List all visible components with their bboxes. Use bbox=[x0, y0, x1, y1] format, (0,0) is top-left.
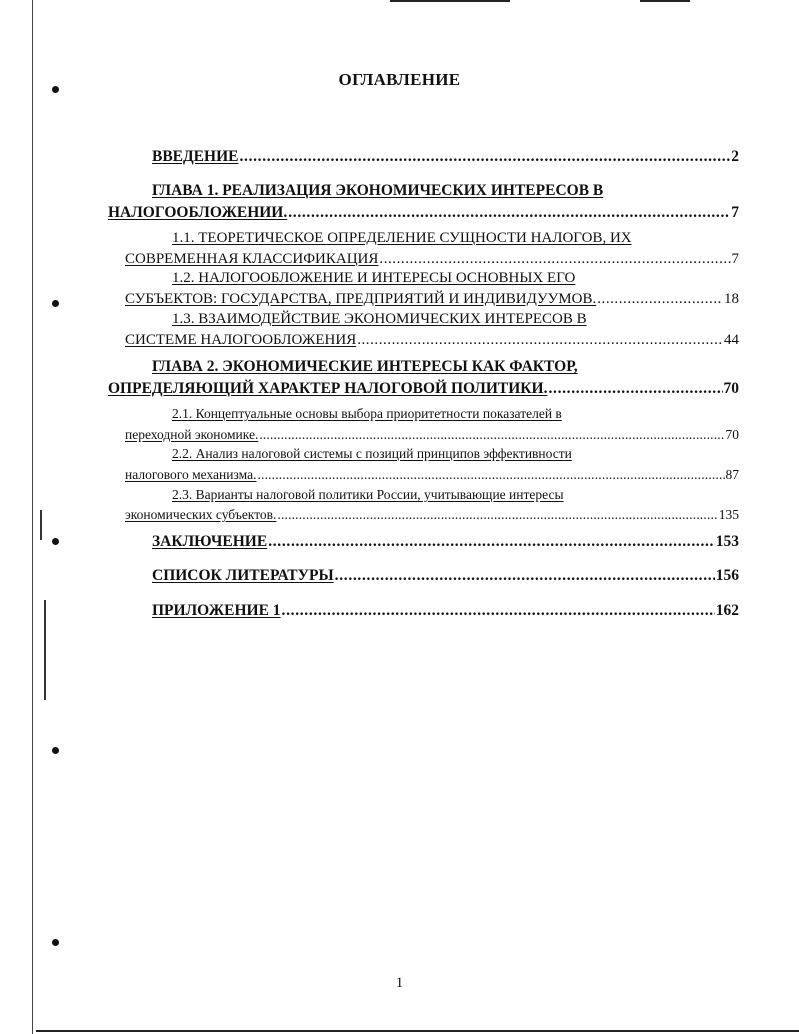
toc-entry-section-2-3[interactable] bbox=[125, 507, 739, 523]
leader-dots bbox=[335, 567, 715, 585]
toc-page-number: 70 bbox=[723, 380, 739, 397]
scan-mark bbox=[40, 510, 42, 540]
leader-dots bbox=[257, 467, 724, 483]
toc-entry-section-2-1[interactable] bbox=[125, 427, 739, 443]
toc-entry-label: СУБЪЕКТОВ: ГОСУДАРСТВА, ПРЕДПРИЯТИЙ И ИНДИВИДУУМОВ. bbox=[125, 291, 597, 307]
punch-hole-icon bbox=[52, 300, 59, 307]
leader-dots bbox=[277, 507, 717, 523]
toc-page-number: 7 bbox=[731, 204, 739, 221]
toc-entry-chapter1[interactable] bbox=[108, 204, 739, 222]
toc-entry-section-1-3[interactable] bbox=[125, 332, 739, 349]
leader-dots bbox=[259, 427, 724, 443]
toc-entry-label: ОПРЕДЕЛЯЮЩИЙ ХАРАКТЕР НАЛОГОВОЙ ПОЛИТИКИ. bbox=[108, 380, 548, 397]
toc-entry-label: 2.2. Анализ налоговой системы с позиций принципов эффективности bbox=[172, 446, 572, 461]
toc-entry-label: НАЛОГООБЛОЖЕНИИ. bbox=[108, 204, 288, 221]
toc-page-number: 162 bbox=[715, 602, 739, 619]
punch-hole-icon bbox=[52, 538, 59, 545]
toc-page-number: 2 bbox=[731, 148, 739, 165]
toc-section-1-3-line1[interactable] bbox=[172, 311, 587, 328]
punch-hole-icon bbox=[52, 747, 59, 754]
toc-page-number: 135 bbox=[718, 507, 739, 522]
page-title: ОГЛАВЛЕНИЕ bbox=[338, 70, 461, 89]
page-number: 1 bbox=[395, 975, 404, 991]
toc-entry-label: СИСТЕМЕ НАЛОГООБЛОЖЕНИЯ bbox=[125, 332, 357, 348]
page-bottom-edge bbox=[36, 1030, 799, 1032]
toc-entry-label: 2.1. Концептуальные основы выбора приоритетности показателей в bbox=[172, 406, 562, 421]
toc-entry-label: ГЛАВА 1. РЕАЛИЗАЦИЯ ЭКОНОМИЧЕСКИХ ИНТЕРЕСОВ В bbox=[152, 182, 604, 199]
toc-entry-label: СОВРЕМЕННАЯ КЛАССИФИКАЦИЯ bbox=[125, 251, 379, 267]
toc-entry-conclusion[interactable] bbox=[152, 533, 739, 551]
toc-section-2-3-line1[interactable] bbox=[172, 487, 564, 503]
toc-section-1-2-line1[interactable] bbox=[172, 270, 575, 287]
toc-entry-references[interactable] bbox=[152, 567, 739, 585]
leader-dots bbox=[379, 251, 730, 268]
toc-entry-chapter2[interactable] bbox=[108, 380, 739, 398]
toc-page-number: 44 bbox=[724, 332, 739, 348]
toc-page-number: 70 bbox=[725, 427, 739, 442]
toc-page-number: 7 bbox=[731, 251, 739, 267]
leader-dots bbox=[239, 148, 730, 166]
leader-dots bbox=[548, 380, 722, 398]
toc-entry-label: 2.3. Варианты налоговой политики России, учитывающие интересы bbox=[172, 487, 564, 502]
toc-entry-appendix-1[interactable] bbox=[152, 602, 739, 620]
toc-entry-label: 1.2. НАЛОГООБЛОЖЕНИЕ И ИНТЕРЕСЫ ОСНОВНЫХ ЕГО bbox=[172, 270, 576, 286]
toc-page-number: 153 bbox=[715, 533, 739, 550]
toc-entry-section-1-1[interactable] bbox=[125, 251, 739, 268]
toc-chapter1-line1[interactable] bbox=[152, 182, 603, 200]
toc-entry-section-2-2[interactable] bbox=[125, 467, 739, 483]
toc-section-1-1-line1[interactable] bbox=[172, 230, 632, 247]
leader-dots bbox=[282, 602, 715, 620]
toc-entry-label: СПИСОК ЛИТЕРАТУРЫ bbox=[152, 567, 334, 584]
toc-entry-label: 1.1. ТЕОРЕТИЧЕСКОЕ ОПРЕДЕЛЕНИЕ СУЩНОСТИ НАЛОГОВ, ИХ bbox=[172, 230, 632, 246]
toc-entry-label: ГЛАВА 2. ЭКОНОМИЧЕСКИЕ ИНТЕРЕСЫ КАК ФАКТОР, bbox=[152, 358, 578, 375]
toc-page-number: 87 bbox=[725, 467, 739, 482]
toc-section-2-1-line1[interactable] bbox=[172, 406, 562, 422]
leader-dots bbox=[597, 291, 723, 308]
toc-page-number: 156 bbox=[715, 567, 739, 584]
toc-entry-label: ПРИЛОЖЕНИЕ 1 bbox=[152, 602, 281, 619]
scan-mark bbox=[44, 600, 46, 700]
toc-entry-label: 1.3. ВЗАИМОДЕЙСТВИЕ ЭКОНОМИЧЕСКИХ ИНТЕРЕСОВ В bbox=[172, 311, 587, 327]
toc-chapter2-line1[interactable] bbox=[152, 358, 578, 376]
leader-dots bbox=[288, 204, 730, 222]
toc-entry-label: налогового механизма. bbox=[125, 467, 257, 482]
leader-dots bbox=[357, 332, 723, 349]
toc-entry-intro[interactable] bbox=[152, 148, 739, 166]
page-left-edge bbox=[32, 0, 33, 1034]
toc-section-2-2-line1[interactable] bbox=[172, 446, 572, 462]
toc-entry-label: переходной экономике. bbox=[125, 427, 259, 442]
scan-edge-line bbox=[640, 0, 690, 2]
punch-hole-icon bbox=[52, 939, 59, 946]
toc-entry-section-1-2[interactable] bbox=[125, 291, 739, 308]
scan-edge-line bbox=[390, 0, 510, 2]
toc-entry-label: экономических субъектов. bbox=[125, 507, 277, 522]
toc-entry-label: ЗАКЛЮЧЕНИЕ bbox=[152, 533, 268, 550]
leader-dots bbox=[268, 533, 715, 551]
toc-page-number: 18 bbox=[724, 291, 739, 307]
toc-entry-label: ВВЕДЕНИЕ bbox=[152, 148, 239, 165]
